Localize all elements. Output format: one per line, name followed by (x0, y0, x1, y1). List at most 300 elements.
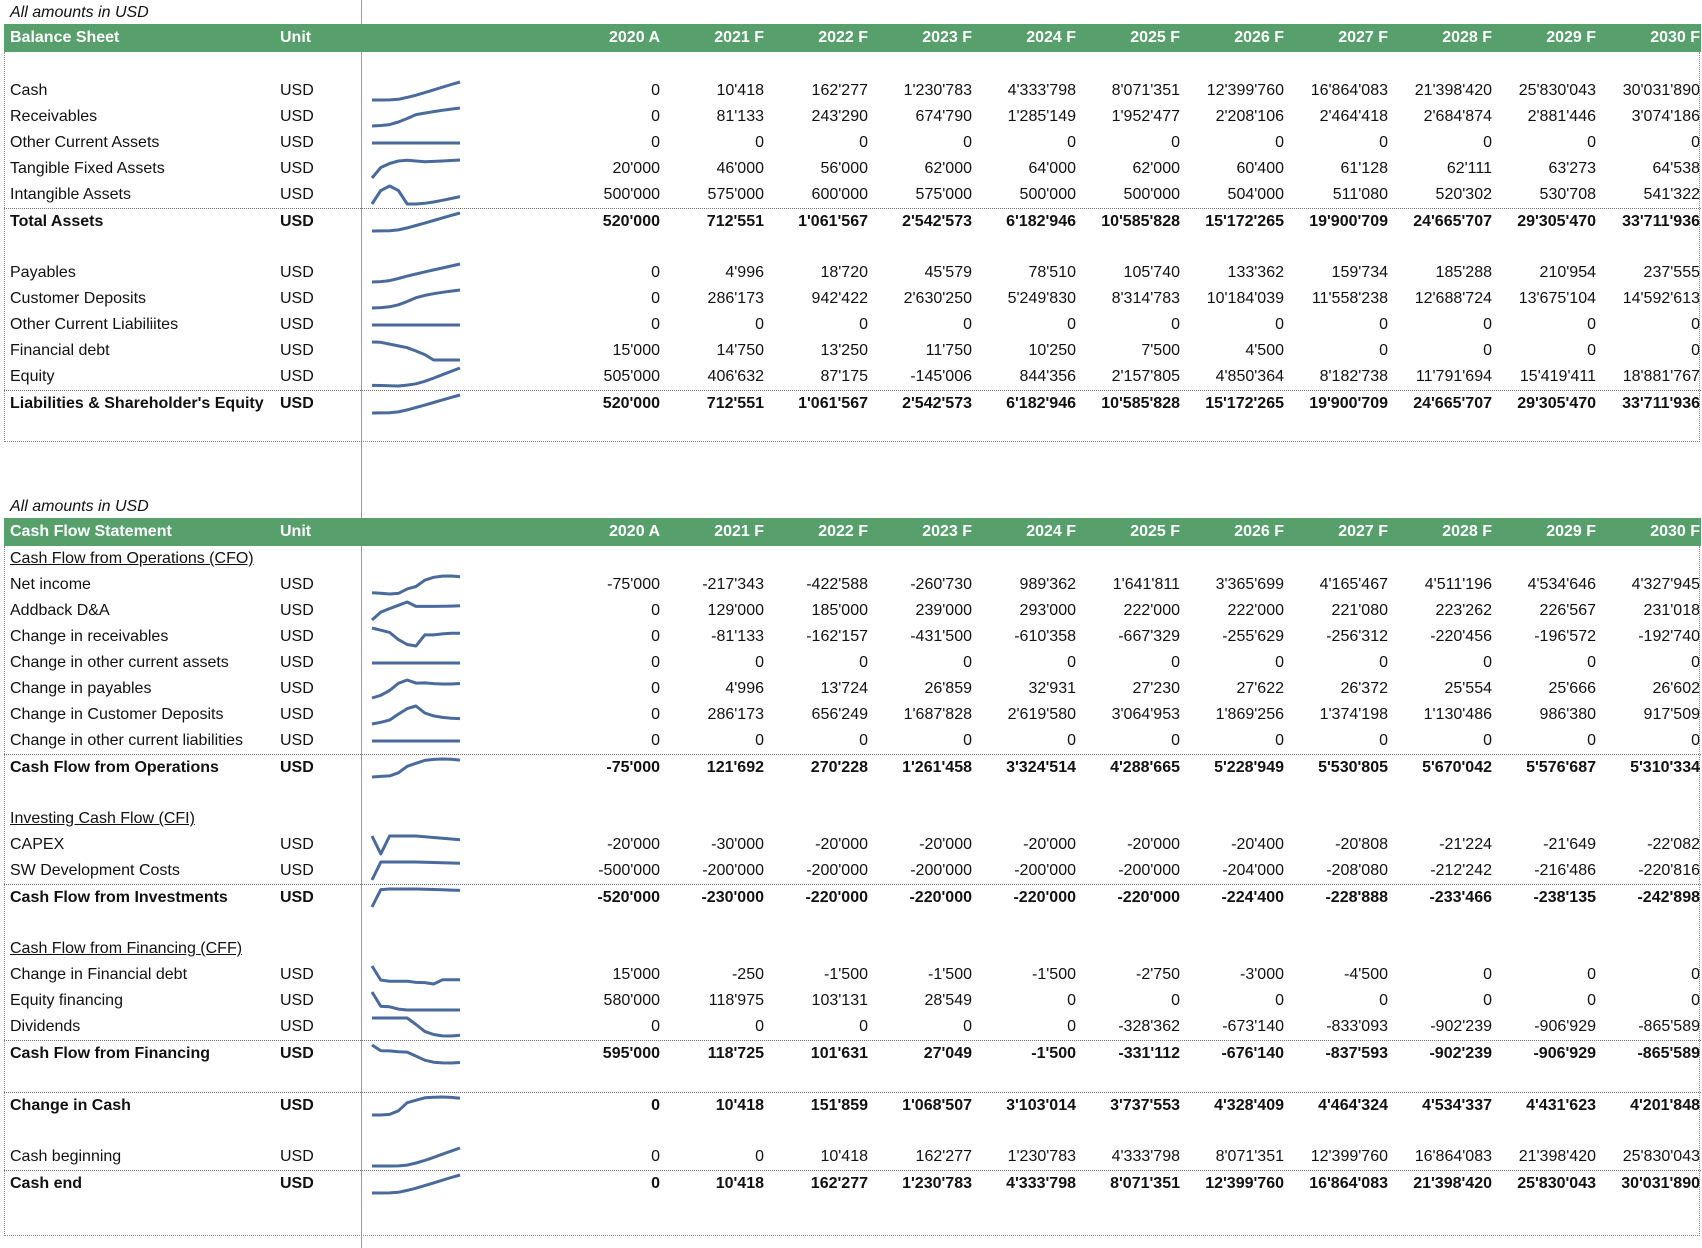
value-cell: 60'400 (1236, 160, 1284, 177)
value-cell: 0 (1483, 992, 1492, 1009)
value-cell: -204'000 (1222, 862, 1284, 879)
value-cell: 28'549 (924, 992, 972, 1009)
value-cell: 19'900'709 (1309, 213, 1388, 230)
sparkline-line (372, 1045, 460, 1063)
value-cell: 64'538 (1652, 160, 1700, 177)
value-cell: 0 (1067, 992, 1076, 1009)
sparkline-line (372, 576, 460, 594)
value-cell: 0 (963, 732, 972, 749)
value-cell: -837'593 (1325, 1045, 1388, 1062)
table-row-equity (4, 364, 1701, 390)
value-cell: 0 (755, 316, 764, 333)
value-cell: 15'000 (612, 966, 660, 983)
sparkline-cell (367, 130, 465, 156)
value-cell: 223'262 (1435, 602, 1492, 619)
value-cell: -906'929 (1534, 1018, 1596, 1035)
value-cell: 0 (1067, 134, 1076, 151)
value-cell: 3'324'514 (1006, 759, 1076, 776)
sparkline-cell (367, 1014, 465, 1040)
value-cell: 101'631 (810, 1045, 868, 1062)
value-cell: 13'250 (820, 342, 868, 359)
sparkline-chart (367, 338, 465, 364)
row-unit: USD (280, 160, 314, 177)
total-row-liabilities-and-shareholder-s-equity (4, 390, 1701, 416)
sparkline-chart (367, 104, 465, 130)
row-label: CAPEX (10, 836, 65, 853)
value-cell: 1'068'507 (902, 1097, 972, 1114)
value-cell: 0 (651, 654, 660, 671)
value-cell: 29'305'470 (1517, 213, 1596, 230)
value-cell: 0 (1691, 316, 1700, 333)
value-cell: -220'000 (1117, 889, 1180, 906)
value-cell: 406'632 (707, 368, 764, 385)
value-cell: -242'898 (1637, 889, 1700, 906)
value-cell: 293'000 (1019, 602, 1076, 619)
table-row-financial-debt (4, 338, 1701, 364)
value-cell: 121'692 (706, 759, 764, 776)
value-cell: 4'327'945 (1631, 576, 1700, 593)
value-cell: 25'830'043 (1517, 1175, 1596, 1192)
row-unit: USD (280, 108, 314, 125)
value-cell: -192'740 (1638, 628, 1700, 645)
year-header: 2023 F (922, 29, 972, 46)
sparkline-chart (367, 1171, 465, 1197)
value-cell: 105'740 (1123, 264, 1180, 281)
total-row-cash-flow-from-financing (4, 1040, 1701, 1066)
balance-sheet-title: Balance Sheet (10, 29, 120, 46)
row-label: Change in Cash (10, 1097, 131, 1114)
sparkline-cell (367, 650, 465, 676)
sparkline-cell (367, 885, 465, 911)
value-cell: -1'500 (928, 966, 972, 983)
value-cell: 33'711'936 (1622, 213, 1700, 230)
value-cell: -331'112 (1118, 1045, 1180, 1062)
value-cell: -1'500 (1032, 966, 1076, 983)
value-cell: -250 (731, 966, 764, 983)
value-cell: 24'665'707 (1413, 213, 1492, 230)
sparkline-line (372, 186, 460, 204)
sparkline-cell (367, 598, 465, 624)
sparkline-chart (367, 182, 465, 208)
value-cell: 0 (859, 654, 868, 671)
value-cell: 0 (755, 134, 764, 151)
value-cell: 0 (1067, 316, 1076, 333)
value-cell: 4'333'798 (1006, 1175, 1076, 1192)
value-cell: 500'000 (1123, 186, 1180, 203)
sparkline-line (372, 395, 460, 413)
table-row-cash-beginning (4, 1144, 1701, 1170)
value-cell: 4'328'409 (1214, 1097, 1284, 1114)
value-cell: -902'239 (1430, 1018, 1492, 1035)
value-cell: 0 (651, 134, 660, 151)
value-cell: 118'725 (707, 1045, 764, 1062)
value-cell: 2'157'805 (1111, 368, 1180, 385)
value-cell: 0 (1379, 992, 1388, 1009)
value-cell: 29'305'470 (1517, 395, 1596, 412)
sparkline-cell (367, 1171, 465, 1197)
row-unit: USD (280, 1175, 314, 1192)
value-cell: -865'589 (1637, 1045, 1700, 1062)
sparkline-line (372, 1148, 460, 1166)
row-label: Net income (10, 576, 91, 593)
value-cell: 0 (651, 1097, 660, 1114)
sparkline-chart (367, 260, 465, 286)
year-header: 2028 F (1442, 29, 1492, 46)
value-cell: 0 (1691, 134, 1700, 151)
value-cell: 21'398'420 (1413, 1175, 1492, 1192)
value-cell: 64'000 (1028, 160, 1076, 177)
value-cell: 0 (1379, 732, 1388, 749)
value-cell: -667'329 (1118, 628, 1180, 645)
row-unit: USD (280, 992, 314, 1009)
sparkline-chart (367, 209, 465, 235)
value-cell: -260'730 (910, 576, 972, 593)
value-cell: -1'500 (1031, 1045, 1076, 1062)
value-cell: 0 (1691, 732, 1700, 749)
sparkline-chart (367, 130, 465, 156)
row-label: Payables (10, 264, 76, 281)
unit-header: Unit (280, 523, 312, 540)
value-cell: 62'000 (1132, 160, 1180, 177)
sparkline-chart (367, 1014, 465, 1040)
sparkline-cell (367, 312, 465, 338)
value-cell: 0 (963, 654, 972, 671)
table-row-payables (4, 260, 1701, 286)
value-cell: 575'000 (707, 186, 764, 203)
value-cell: 12'399'760 (1310, 1148, 1388, 1165)
value-cell: 1'230'783 (1007, 1148, 1076, 1165)
value-cell: 0 (1067, 654, 1076, 671)
value-cell: 0 (1587, 992, 1596, 1009)
row-label: Change in payables (10, 680, 152, 697)
value-cell: 10'585'828 (1101, 213, 1180, 230)
sparkline-cell (367, 364, 465, 390)
table-row-change-in-other-current-assets (4, 650, 1701, 676)
table-row-tangible-fixed-assets (4, 156, 1701, 182)
value-cell: 19'900'709 (1309, 395, 1388, 412)
row-unit: USD (280, 213, 314, 230)
value-cell: 1'230'783 (902, 1175, 972, 1192)
value-cell: 4'850'364 (1215, 368, 1284, 385)
value-cell: -422'588 (806, 576, 868, 593)
sparkline-cell (367, 1093, 465, 1119)
value-cell: 500'000 (1019, 186, 1076, 203)
value-cell: 1'261'458 (902, 759, 972, 776)
cash-flow-caption: All amounts in USD (10, 498, 149, 515)
row-label: Customer Deposits (10, 290, 147, 307)
table-row-receivables (4, 104, 1701, 130)
sparkline-line (372, 290, 460, 308)
value-cell: 656'249 (811, 706, 868, 723)
value-cell: -162'157 (806, 628, 868, 645)
sparkline-cell (367, 1144, 465, 1170)
unit-header: Unit (280, 29, 312, 46)
total-row-change-in-cash (4, 1092, 1701, 1118)
value-cell: 3'103'014 (1006, 1097, 1076, 1114)
value-cell: 0 (1691, 654, 1700, 671)
row-unit: USD (280, 1018, 314, 1035)
row-label: Tangible Fixed Assets (10, 160, 165, 177)
value-cell: 0 (1483, 316, 1492, 333)
value-cell: 5'228'949 (1214, 759, 1284, 776)
value-cell: 239'000 (915, 602, 972, 619)
sparkline-cell (367, 1041, 465, 1067)
row-unit: USD (280, 759, 314, 776)
value-cell: 25'830'043 (1518, 82, 1596, 99)
value-cell: 87'175 (820, 368, 868, 385)
value-cell: -500'000 (598, 862, 660, 879)
row-unit: USD (280, 680, 314, 697)
value-cell: 10'418 (715, 1097, 764, 1114)
year-header: 2020 A (609, 29, 660, 46)
value-cell: 56'000 (820, 160, 868, 177)
value-cell: 15'000 (612, 342, 660, 359)
value-cell: 520'000 (602, 395, 660, 412)
value-cell: 2'464'418 (1319, 108, 1388, 125)
value-cell: -220'816 (1638, 862, 1700, 879)
row-label: Financial debt (10, 342, 110, 359)
value-cell: 61'128 (1340, 160, 1388, 177)
table-row-cash (4, 78, 1701, 104)
sparkline-chart (367, 676, 465, 702)
value-cell: 1'130'486 (1423, 706, 1492, 723)
row-label: Intangible Assets (10, 186, 131, 203)
value-cell: 1'374'198 (1319, 706, 1388, 723)
value-cell: 222'000 (1123, 602, 1180, 619)
value-cell: 3'064'953 (1111, 706, 1180, 723)
value-cell: 81'133 (716, 108, 764, 125)
value-cell: 712'551 (706, 395, 764, 412)
total-row-cash-flow-from-operations (4, 754, 1701, 780)
row-unit: USD (280, 1097, 314, 1114)
row-label: Change in receivables (10, 628, 169, 645)
value-cell: 4'333'798 (1007, 82, 1076, 99)
table-row-capex (4, 832, 1701, 858)
value-cell: 12'399'760 (1205, 1175, 1284, 1192)
row-unit: USD (280, 628, 314, 645)
row-label: Addback D&A (10, 602, 110, 619)
value-cell: -75'000 (607, 576, 660, 593)
value-cell: 4'201'848 (1630, 1097, 1700, 1114)
table-row-net-income (4, 572, 1701, 598)
sparkline-cell (367, 702, 465, 728)
sparkline-cell (367, 182, 465, 208)
year-header: 2022 F (818, 523, 868, 540)
value-cell: -20'000 (607, 836, 660, 853)
value-cell: 2'630'250 (903, 290, 972, 307)
value-cell: 0 (1483, 732, 1492, 749)
value-cell: 185'000 (811, 602, 868, 619)
value-cell: 0 (651, 290, 660, 307)
value-cell: -20'000 (1127, 836, 1180, 853)
sparkline-chart (367, 728, 465, 754)
year-header: 2026 F (1234, 523, 1284, 540)
row-label: Cash end (10, 1175, 83, 1192)
value-cell: -21'224 (1439, 836, 1492, 853)
value-cell: 0 (1483, 966, 1492, 983)
value-cell: 10'418 (715, 1175, 764, 1192)
sparkline-line (372, 82, 460, 100)
value-cell: 33'711'936 (1622, 395, 1700, 412)
sparkline-cell (367, 676, 465, 702)
balance-sheet-header (4, 24, 1701, 52)
value-cell: 541'322 (1643, 186, 1700, 203)
value-cell: 0 (651, 602, 660, 619)
value-cell: 13'724 (820, 680, 868, 697)
row-label: Cash (10, 82, 48, 99)
table-row-change-in-financial-debt (4, 962, 1701, 988)
row-unit: USD (280, 316, 314, 333)
table-row-change-in-payables (4, 676, 1701, 702)
value-cell: 0 (1275, 654, 1284, 671)
sparkline-line (372, 368, 460, 386)
row-label: Receivables (10, 108, 98, 125)
value-cell: 504'000 (1227, 186, 1284, 203)
value-cell: 3'365'699 (1215, 576, 1284, 593)
sparkline-line (372, 680, 460, 698)
value-cell: 0 (1275, 992, 1284, 1009)
value-cell: 4'431'623 (1526, 1097, 1596, 1114)
value-cell: 0 (651, 706, 660, 723)
sparkline-cell (367, 572, 465, 598)
row-unit: USD (280, 290, 314, 307)
sparkline-cell (367, 858, 465, 884)
value-cell: 0 (651, 316, 660, 333)
value-cell: 11'558'238 (1311, 290, 1388, 307)
sparkline-cell (367, 624, 465, 650)
value-cell: 0 (1379, 654, 1388, 671)
sparkline-cell (367, 391, 465, 417)
value-cell: 10'184'039 (1206, 290, 1284, 307)
sparkline-cell (367, 962, 465, 988)
value-cell: 286'173 (707, 290, 764, 307)
value-cell: 210'954 (1539, 264, 1596, 281)
value-cell: -200'000 (1118, 862, 1180, 879)
value-cell: -1'500 (824, 966, 868, 983)
sparkline-line (372, 1097, 460, 1115)
value-cell: -833'093 (1326, 1018, 1388, 1035)
row-label: Dividends (10, 1018, 81, 1035)
table-row-sw-development-costs (4, 858, 1701, 884)
value-cell: 4'534'646 (1527, 576, 1596, 593)
value-cell: 600'000 (811, 186, 868, 203)
row-unit: USD (280, 368, 314, 385)
value-cell: -4'500 (1344, 966, 1388, 983)
value-cell: 0 (1171, 732, 1180, 749)
year-header: 2029 F (1546, 29, 1596, 46)
sparkline-cell (367, 755, 465, 781)
value-cell: 0 (859, 316, 868, 333)
value-cell: 0 (651, 1148, 660, 1165)
table-row-change-in-customer-deposits (4, 702, 1701, 728)
value-cell: 133'362 (1227, 264, 1284, 281)
value-cell: 5'670'042 (1422, 759, 1492, 776)
value-cell: 12'399'760 (1206, 82, 1284, 99)
sparkline-chart (367, 755, 465, 781)
sparkline-chart (367, 598, 465, 624)
value-cell: 185'288 (1435, 264, 1492, 281)
value-cell: -520'000 (597, 889, 660, 906)
row-unit: USD (280, 732, 314, 749)
value-cell: 78'510 (1028, 264, 1076, 281)
sparkline-chart (367, 885, 465, 911)
row-unit: USD (280, 706, 314, 723)
value-cell: 16'864'083 (1310, 82, 1388, 99)
value-cell: -3'000 (1240, 966, 1284, 983)
year-header: 2027 F (1338, 29, 1388, 46)
sparkline-chart (367, 78, 465, 104)
value-cell: 0 (1483, 654, 1492, 671)
sparkline-chart (367, 1041, 465, 1067)
table-row-intangible-assets (4, 182, 1701, 208)
value-cell: 5'310'334 (1630, 759, 1700, 776)
value-cell: -200'000 (806, 862, 868, 879)
value-cell: 6'182'946 (1006, 213, 1076, 230)
value-cell: 0 (1691, 342, 1700, 359)
year-header: 2022 F (818, 29, 868, 46)
sparkline-cell (367, 832, 465, 858)
sparkline-chart (367, 962, 465, 988)
value-cell: 1'687'828 (903, 706, 972, 723)
value-cell: 4'534'337 (1422, 1097, 1492, 1114)
value-cell: 520'000 (602, 213, 660, 230)
value-cell: 162'277 (915, 1148, 972, 1165)
row-unit: USD (280, 82, 314, 99)
row-unit: USD (280, 602, 314, 619)
value-cell: 62'000 (924, 160, 972, 177)
table-row-addback-danda (4, 598, 1701, 624)
value-cell: 0 (1587, 732, 1596, 749)
sparkline-chart (367, 624, 465, 650)
sparkline-line (372, 992, 460, 1010)
sparkline-line (372, 108, 460, 126)
value-cell: -145'006 (910, 368, 972, 385)
value-cell: 30'031'890 (1621, 1175, 1700, 1192)
table-row-dividends (4, 1014, 1701, 1040)
sparkline-line (372, 966, 460, 984)
value-cell: 1'061'567 (798, 213, 868, 230)
sparkline-line (372, 628, 460, 646)
cff-heading: Cash Flow from Financing (CFF) (10, 940, 243, 957)
sparkline-cell (367, 209, 465, 235)
sparkline-cell (367, 286, 465, 312)
value-cell: -328'362 (1118, 1018, 1180, 1035)
sparkline-chart (367, 1144, 465, 1170)
sparkline-line (372, 342, 460, 360)
value-cell: 63'273 (1548, 160, 1596, 177)
value-cell: 2'684'874 (1423, 108, 1492, 125)
value-cell: 0 (1379, 134, 1388, 151)
value-cell: 32'931 (1028, 680, 1076, 697)
row-unit: USD (280, 654, 314, 671)
value-cell: -2'750 (1136, 966, 1180, 983)
sparkline-chart (367, 832, 465, 858)
sparkline-chart (367, 858, 465, 884)
value-cell: 151'859 (810, 1097, 868, 1114)
value-cell: 0 (651, 680, 660, 697)
row-label: Change in other current assets (10, 654, 229, 671)
value-cell: -676'140 (1221, 1045, 1284, 1062)
sparkline-line (372, 264, 460, 282)
value-cell: -220'000 (909, 889, 972, 906)
value-cell: 27'622 (1236, 680, 1284, 697)
value-cell: 0 (1379, 342, 1388, 359)
row-unit: USD (280, 836, 314, 853)
cfi-heading: Investing Cash Flow (CFI) (10, 810, 195, 827)
year-header: 2024 F (1026, 29, 1076, 46)
value-cell: 0 (963, 1018, 972, 1035)
value-cell: 0 (1691, 966, 1700, 983)
